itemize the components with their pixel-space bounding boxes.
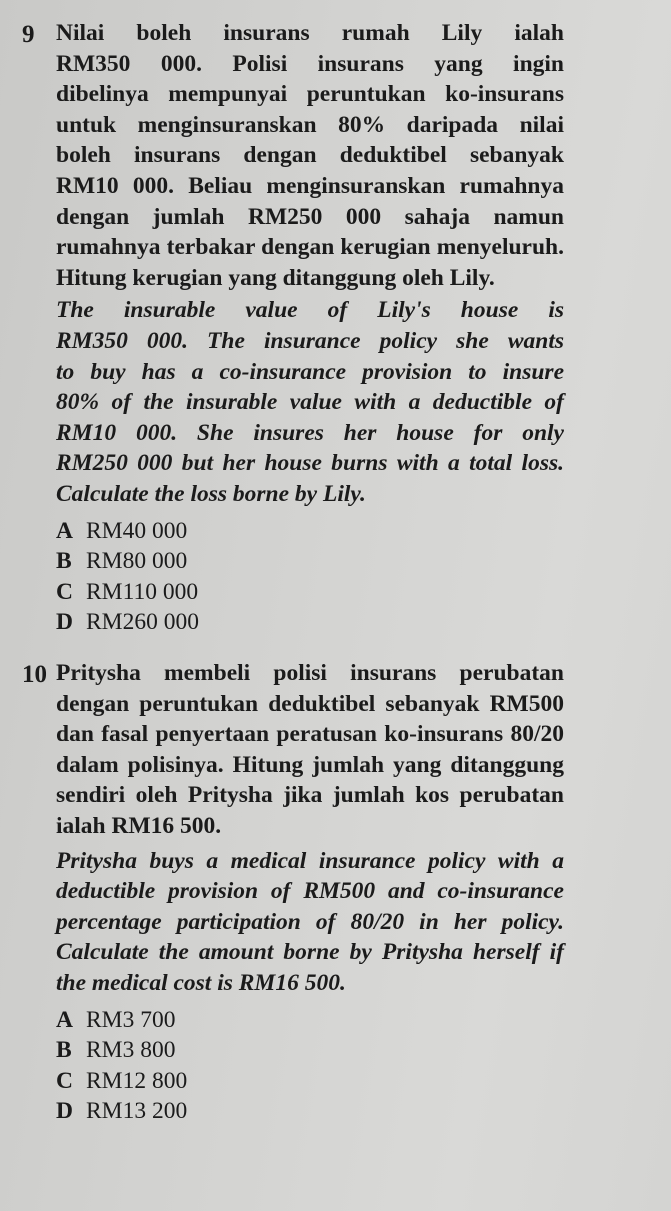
option-value: RM260 000 <box>86 609 199 636</box>
option-value: RM80 000 <box>86 548 188 575</box>
text-line: ialah RM16 500. <box>56 812 222 839</box>
text-line: RM350 000. Polisi insurans yang ingin <box>56 50 564 77</box>
option-letter: A <box>56 517 73 544</box>
text-line: dalam polisinya. Hitung jumlah yang ditanggung <box>56 751 564 778</box>
text-line: Hitung kerugian yang ditanggung oleh Lily. <box>56 264 495 291</box>
option-letter: C <box>56 578 73 605</box>
text-line: to buy has a co-insurance provision to insure <box>56 358 564 385</box>
answer-options <box>56 516 564 638</box>
text-line: untuk menginsuranskan 80% daripada nilai <box>56 111 564 138</box>
answer-options <box>56 1005 564 1127</box>
option-value: RM3 700 <box>86 1006 176 1033</box>
text-line: dibelinya mempunyai peruntukan ko-insurans <box>56 81 564 108</box>
text-line: RM10 000. Beliau menginsuranskan rumahnya <box>56 172 564 199</box>
option-value: RM13 200 <box>86 1098 188 1125</box>
option-letter: C <box>56 1067 73 1094</box>
question-text-english <box>56 295 564 509</box>
question-text-english <box>56 846 564 999</box>
text-line: rumahnya terbakar dengan kerugian menyeluruh. <box>56 234 564 261</box>
text-line: Nilai boleh insurans rumah Lily ialah <box>56 20 564 46</box>
option-value: RM110 000 <box>86 578 199 605</box>
option-value: RM3 800 <box>86 1037 176 1064</box>
question-text-malay <box>56 658 564 842</box>
option-letter: D <box>56 1098 73 1125</box>
option-c[interactable] <box>56 1066 564 1097</box>
question-body <box>56 18 564 638</box>
question-number: 10 <box>22 661 47 688</box>
text-line: sendiri oleh Pritysha jika jumlah kos perubatan <box>56 782 564 809</box>
text-line: boleh insurans dengan deduktibel sebanyak <box>56 142 564 169</box>
option-b[interactable] <box>56 1035 564 1066</box>
text-line: Calculate the amount borne by Pritysha herself if <box>56 939 564 966</box>
text-line: RM350 000. The insurance policy she wants <box>56 327 564 354</box>
question-body <box>56 658 564 1127</box>
option-letter: D <box>56 609 73 636</box>
option-letter: B <box>56 1037 72 1064</box>
option-letter: A <box>56 1006 73 1033</box>
text-line: RM250 000 but her house burns with a total loss. <box>56 450 564 477</box>
option-letter: B <box>56 548 72 575</box>
question-number: 9 <box>22 21 35 48</box>
option-b[interactable] <box>56 546 564 577</box>
option-value: RM12 800 <box>86 1067 188 1094</box>
text-line: Calculate the loss borne by Lily. <box>56 480 366 507</box>
text-line: Pritysha buys a medical insurance policy with a <box>56 847 564 874</box>
option-value: RM40 000 <box>86 517 188 544</box>
option-d[interactable] <box>56 607 564 638</box>
text-line: 80% of the insurable value with a deductible of <box>56 389 564 416</box>
option-d[interactable] <box>56 1096 564 1127</box>
text-line: the medical cost is RM16 500. <box>56 969 346 996</box>
text-line: percentage participation of 80/20 in her policy. <box>56 908 564 935</box>
text-line: Pritysha membeli polisi insurans perubatan <box>56 660 564 686</box>
text-line: dengan peruntukan deduktibel sebanyak RM500 <box>56 690 564 717</box>
option-a[interactable] <box>56 1005 564 1036</box>
text-line: The insurable value of Lily's house is <box>56 297 564 324</box>
text-line: dengan jumlah RM250 000 sahaja namun <box>56 203 564 230</box>
text-line: dan fasal penyertaan peratusan ko-insurans 80/20 <box>56 721 564 748</box>
option-a[interactable] <box>56 516 564 547</box>
option-c[interactable] <box>56 577 564 608</box>
text-line: RM10 000. She insures her house for only <box>56 419 564 446</box>
question-text-malay <box>56 18 564 293</box>
text-line: deductible provision of RM500 and co-insurance <box>56 878 564 905</box>
